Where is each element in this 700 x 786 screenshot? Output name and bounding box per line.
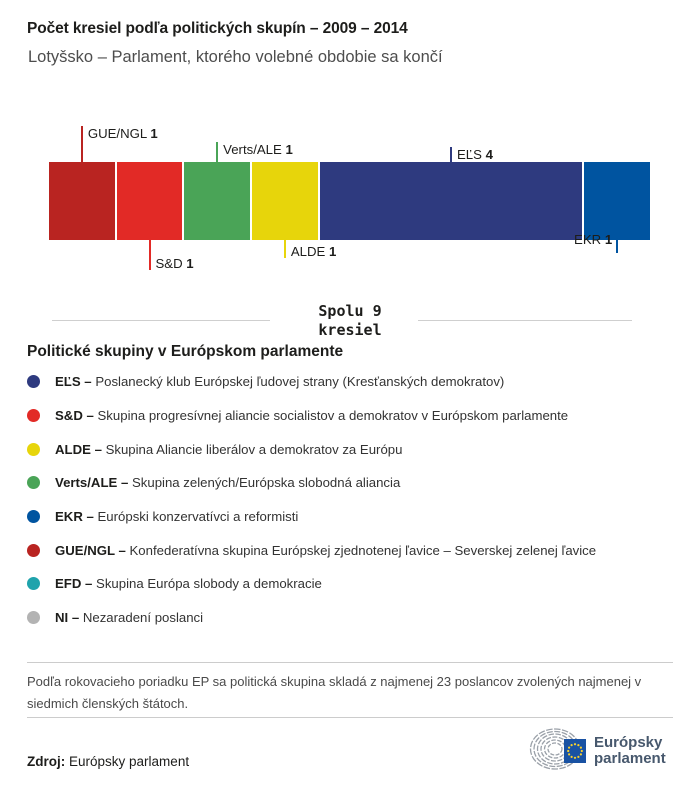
total-seats-line2: kresiel	[318, 321, 382, 339]
callout-label-ALDE: ALDE 1	[290, 244, 337, 259]
callout-label-EKR: EKR 1	[574, 232, 613, 247]
legend-item	[27, 399, 682, 433]
legend-dot-icon	[27, 544, 40, 557]
legend-item	[27, 432, 682, 466]
legend-dot-icon	[27, 510, 40, 523]
bar-segment-EĽS	[320, 162, 583, 240]
legend-label: EĽS – Poslanecký klub Európskej ľudovej strany (Kresťanských demokratov)	[55, 374, 505, 390]
legend-label: EFD – Skupina Európa slobody a demokracie	[55, 576, 322, 592]
bar-segment-Verts/ALE	[184, 162, 250, 240]
total-seats-label	[280, 302, 420, 340]
legend-label: S&D – Skupina progresívnej aliancie socialistov a demokratov v Európskom parlamente	[55, 408, 569, 424]
source-line	[27, 754, 189, 769]
legend-heading: Politické skupiny v Európskom parlamente	[27, 343, 344, 360]
page-title: Počet kresiel podľa politických skupín – 2009 – 2014	[27, 20, 408, 37]
stacked-seat-bar	[49, 162, 650, 240]
legend-label: Verts/ALE – Skupina zelených/Európska slobodná aliancia	[55, 475, 401, 491]
callout-tick-S&D	[149, 240, 151, 270]
callout-label-Verts/ALE: Verts/ALE 1	[223, 142, 293, 157]
bar-segment-EKR	[584, 162, 650, 240]
legend-label: ALDE – Skupina Aliancie liberálov a demokratov za Európu	[55, 441, 403, 457]
source-value: Európsky parlament	[69, 754, 190, 769]
legend-label: EKR – Európski konzervatívci a reformisti	[55, 509, 299, 525]
legend-item	[27, 601, 682, 635]
bar-segment-GUE/NGL	[49, 162, 115, 240]
total-seats-line1: Spolu 9	[318, 302, 382, 320]
total-divider-right	[418, 320, 632, 321]
total-divider-left	[52, 320, 270, 321]
callout-label-EĽS: EĽS 4	[457, 147, 493, 162]
callout-tick-EKR	[616, 240, 618, 253]
eu-flag-icon	[564, 739, 586, 763]
legend-item	[27, 466, 682, 500]
logo-text-line2: parlament	[594, 750, 666, 767]
legend-dot-icon	[27, 577, 40, 590]
legend-item	[27, 365, 682, 399]
legend-item	[27, 533, 682, 567]
bar-segment-ALDE	[252, 162, 318, 240]
callout-label-GUE/NGL: GUE/NGL 1	[87, 126, 158, 141]
legend-dot-icon	[27, 409, 40, 422]
source-label: Zdroj:	[27, 754, 66, 769]
eu-parliament-logo	[526, 724, 676, 776]
legend-dot-icon	[27, 443, 40, 456]
legend-dot-icon	[27, 611, 40, 624]
legend-label: GUE/NGL – Konfederatívna skupina Európskej zjednotenej ľavice – Severskej zelenej ľavice	[55, 542, 597, 558]
callout-label-S&D: S&D 1	[155, 256, 194, 271]
legend-dot-icon	[27, 476, 40, 489]
callout-tick-EĽS	[450, 147, 452, 162]
legend-item	[27, 500, 682, 534]
legend-list	[27, 365, 682, 635]
callout-tick-GUE/NGL	[81, 126, 83, 162]
callout-tick-ALDE	[284, 240, 286, 258]
callout-tick-Verts/ALE	[216, 142, 218, 162]
logo-text-line1: Európsky	[594, 734, 663, 751]
bar-segment-S&D	[117, 162, 183, 240]
divider-top	[27, 662, 673, 663]
legend-label: NI – Nezaradení poslanci	[55, 610, 204, 626]
footnote: Podľa rokovacieho poriadku EP sa politická skupina skladá z najmenej 23 poslancov zvolených najmenej v siedmich členských štátoch.	[27, 674, 642, 711]
legend-item	[27, 567, 682, 601]
legend-dot-icon	[27, 375, 40, 388]
page-subtitle: Lotyšsko – Parlament, ktorého volebné obdobie sa končí	[28, 48, 443, 66]
divider-bottom	[27, 717, 673, 718]
